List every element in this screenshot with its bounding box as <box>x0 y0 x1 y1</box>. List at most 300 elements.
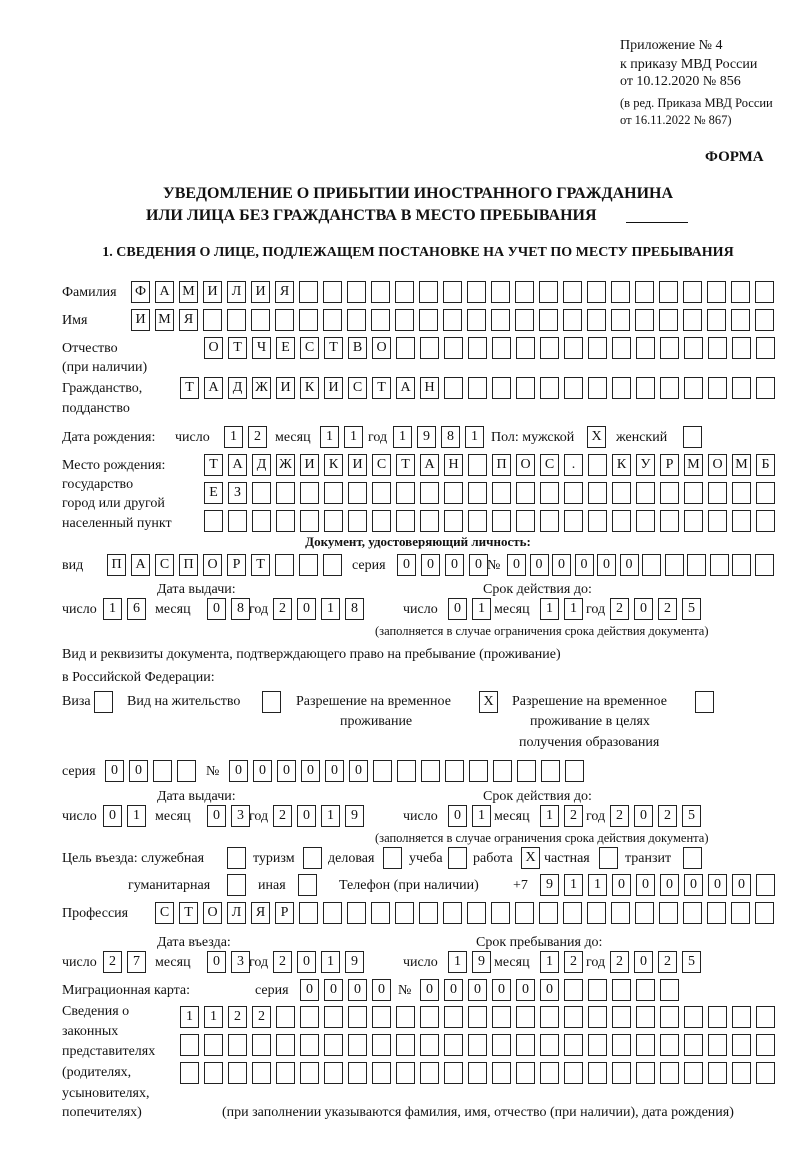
char-cell[interactable] <box>276 1006 295 1028</box>
char-cell[interactable] <box>419 281 438 303</box>
char-cell[interactable]: 0 <box>420 979 439 1001</box>
char-cell[interactable]: 2 <box>610 805 629 827</box>
char-cell[interactable]: 2 <box>658 951 677 973</box>
char-cell[interactable]: З <box>228 482 247 504</box>
purpose-transit-checkbox[interactable] <box>683 847 707 869</box>
char-cell[interactable] <box>635 309 654 331</box>
char-cell[interactable] <box>611 281 630 303</box>
char-cell[interactable]: 1 <box>540 598 559 620</box>
char-cell[interactable] <box>373 760 392 782</box>
patronymic-field[interactable] <box>204 337 780 359</box>
char-cell[interactable] <box>324 1006 343 1028</box>
char-cell[interactable]: 2 <box>103 951 122 973</box>
char-cell[interactable] <box>251 309 270 331</box>
char-cell[interactable] <box>755 902 774 924</box>
char-cell[interactable] <box>348 1034 367 1056</box>
char-cell[interactable] <box>708 377 727 399</box>
char-cell[interactable] <box>659 902 678 924</box>
char-cell[interactable]: Н <box>420 377 439 399</box>
char-cell[interactable]: 0 <box>129 760 148 782</box>
char-cell[interactable]: . <box>564 454 583 476</box>
char-cell[interactable]: Т <box>228 337 247 359</box>
char-cell[interactable] <box>492 510 511 532</box>
id-valid-day-field[interactable] <box>448 598 496 620</box>
char-cell[interactable] <box>445 760 464 782</box>
char-cell[interactable] <box>299 554 318 576</box>
char-cell[interactable] <box>324 1034 343 1056</box>
char-cell[interactable] <box>732 510 751 532</box>
char-cell[interactable] <box>732 554 751 576</box>
char-cell[interactable]: 0 <box>575 554 594 576</box>
char-cell[interactable] <box>419 902 438 924</box>
checkbox-cell[interactable] <box>303 847 322 869</box>
checkbox-cell[interactable] <box>683 426 702 448</box>
char-cell[interactable]: М <box>732 454 751 476</box>
char-cell[interactable] <box>540 337 559 359</box>
char-cell[interactable] <box>276 482 295 504</box>
char-cell[interactable] <box>564 510 583 532</box>
char-cell[interactable] <box>708 482 727 504</box>
char-cell[interactable] <box>180 1034 199 1056</box>
char-cell[interactable]: Я <box>179 309 198 331</box>
char-cell[interactable] <box>587 281 606 303</box>
char-cell[interactable] <box>563 902 582 924</box>
char-cell[interactable] <box>708 1062 727 1084</box>
char-cell[interactable] <box>684 1034 703 1056</box>
char-cell[interactable] <box>642 554 661 576</box>
char-cell[interactable]: 0 <box>301 760 320 782</box>
char-cell[interactable]: Е <box>276 337 295 359</box>
char-cell[interactable] <box>683 281 702 303</box>
char-cell[interactable]: П <box>492 454 511 476</box>
char-cell[interactable]: 0 <box>620 554 639 576</box>
char-cell[interactable] <box>732 1034 751 1056</box>
char-cell[interactable]: 0 <box>297 805 316 827</box>
char-cell[interactable]: О <box>203 902 222 924</box>
char-cell[interactable] <box>323 902 342 924</box>
char-cell[interactable] <box>468 1034 487 1056</box>
char-cell[interactable] <box>276 1062 295 1084</box>
char-cell[interactable] <box>612 510 631 532</box>
char-cell[interactable] <box>443 309 462 331</box>
char-cell[interactable] <box>756 482 775 504</box>
char-cell[interactable] <box>323 309 342 331</box>
char-cell[interactable]: И <box>131 309 150 331</box>
char-cell[interactable]: 6 <box>127 598 146 620</box>
char-cell[interactable] <box>372 1034 391 1056</box>
char-cell[interactable] <box>708 1034 727 1056</box>
char-cell[interactable]: 0 <box>684 874 703 896</box>
char-cell[interactable] <box>180 1062 199 1084</box>
char-cell[interactable] <box>563 281 582 303</box>
char-cell[interactable]: 0 <box>634 951 653 973</box>
char-cell[interactable]: 2 <box>273 598 292 620</box>
char-cell[interactable]: И <box>348 454 367 476</box>
char-cell[interactable] <box>516 377 535 399</box>
char-cell[interactable] <box>444 1006 463 1028</box>
char-cell[interactable]: С <box>155 554 174 576</box>
char-cell[interactable] <box>299 309 318 331</box>
char-cell[interactable]: К <box>612 454 631 476</box>
char-cell[interactable]: И <box>300 454 319 476</box>
char-cell[interactable] <box>564 979 583 1001</box>
char-cell[interactable] <box>683 309 702 331</box>
char-cell[interactable] <box>493 760 512 782</box>
stay-year-field[interactable] <box>610 951 706 973</box>
char-cell[interactable] <box>659 309 678 331</box>
char-cell[interactable] <box>540 1034 559 1056</box>
char-cell[interactable]: 0 <box>105 760 124 782</box>
char-cell[interactable]: 0 <box>444 979 463 1001</box>
char-cell[interactable] <box>276 510 295 532</box>
char-cell[interactable] <box>467 902 486 924</box>
char-cell[interactable]: А <box>228 454 247 476</box>
char-cell[interactable] <box>348 510 367 532</box>
char-cell[interactable] <box>660 1006 679 1028</box>
char-cell[interactable]: Т <box>324 337 343 359</box>
stay-day-field[interactable] <box>448 951 496 973</box>
char-cell[interactable]: М <box>179 281 198 303</box>
char-cell[interactable] <box>420 482 439 504</box>
char-cell[interactable] <box>636 1062 655 1084</box>
char-cell[interactable] <box>444 337 463 359</box>
checkbox-cell[interactable] <box>298 874 317 896</box>
char-cell[interactable] <box>467 309 486 331</box>
char-cell[interactable] <box>228 510 247 532</box>
char-cell[interactable] <box>492 482 511 504</box>
char-cell[interactable]: 0 <box>207 805 226 827</box>
char-cell[interactable]: Т <box>372 377 391 399</box>
char-cell[interactable] <box>252 1034 271 1056</box>
char-cell[interactable] <box>299 281 318 303</box>
char-cell[interactable]: 0 <box>634 805 653 827</box>
char-cell[interactable]: Я <box>251 902 270 924</box>
char-cell[interactable] <box>372 510 391 532</box>
char-cell[interactable] <box>323 281 342 303</box>
char-cell[interactable] <box>491 309 510 331</box>
char-cell[interactable] <box>612 1034 631 1056</box>
char-cell[interactable]: И <box>324 377 343 399</box>
char-cell[interactable]: 1 <box>588 874 607 896</box>
char-cell[interactable]: К <box>300 377 319 399</box>
char-cell[interactable] <box>588 482 607 504</box>
char-cell[interactable]: П <box>179 554 198 576</box>
char-cell[interactable] <box>468 1062 487 1084</box>
char-cell[interactable]: С <box>540 454 559 476</box>
char-cell[interactable] <box>636 979 655 1001</box>
rep-line3[interactable] <box>180 1062 780 1084</box>
char-cell[interactable]: 0 <box>300 979 319 1001</box>
char-cell[interactable]: 1 <box>564 598 583 620</box>
char-cell[interactable] <box>756 510 775 532</box>
surname-field[interactable] <box>131 281 779 303</box>
checkbox-cell[interactable]: X <box>587 426 606 448</box>
char-cell[interactable] <box>732 377 751 399</box>
char-cell[interactable]: Б <box>756 454 775 476</box>
char-cell[interactable]: 2 <box>248 426 267 448</box>
char-cell[interactable]: 0 <box>468 979 487 1001</box>
char-cell[interactable] <box>708 1006 727 1028</box>
char-cell[interactable] <box>660 377 679 399</box>
char-cell[interactable] <box>300 1006 319 1028</box>
char-cell[interactable] <box>565 760 584 782</box>
char-cell[interactable]: Т <box>179 902 198 924</box>
char-cell[interactable] <box>732 482 751 504</box>
char-cell[interactable] <box>420 1034 439 1056</box>
char-cell[interactable]: 0 <box>448 805 467 827</box>
char-cell[interactable]: О <box>204 337 223 359</box>
char-cell[interactable] <box>469 760 488 782</box>
char-cell[interactable]: Ч <box>252 337 271 359</box>
char-cell[interactable]: 0 <box>636 874 655 896</box>
char-cell[interactable]: 9 <box>540 874 559 896</box>
char-cell[interactable] <box>588 454 607 476</box>
birth-day-field[interactable] <box>224 426 272 448</box>
char-cell[interactable] <box>396 1062 415 1084</box>
char-cell[interactable] <box>492 1006 511 1028</box>
char-cell[interactable] <box>516 337 535 359</box>
char-cell[interactable]: 0 <box>445 554 464 576</box>
char-cell[interactable]: А <box>396 377 415 399</box>
char-cell[interactable] <box>684 1062 703 1084</box>
char-cell[interactable] <box>756 874 775 896</box>
char-cell[interactable] <box>660 1034 679 1056</box>
entry-day-field[interactable] <box>103 951 151 973</box>
char-cell[interactable]: А <box>420 454 439 476</box>
rd-series-field[interactable] <box>105 760 201 782</box>
char-cell[interactable] <box>684 337 703 359</box>
purpose-other-checkbox[interactable] <box>298 874 322 896</box>
char-cell[interactable] <box>636 482 655 504</box>
char-cell[interactable]: 5 <box>682 598 701 620</box>
checkbox-cell[interactable]: X <box>479 691 498 713</box>
char-cell[interactable]: 1 <box>540 951 559 973</box>
char-cell[interactable] <box>300 510 319 532</box>
char-cell[interactable]: 0 <box>207 951 226 973</box>
char-cell[interactable] <box>372 1062 391 1084</box>
char-cell[interactable] <box>636 337 655 359</box>
char-cell[interactable] <box>491 281 510 303</box>
char-cell[interactable]: П <box>107 554 126 576</box>
char-cell[interactable]: Т <box>204 454 223 476</box>
char-cell[interactable] <box>539 902 558 924</box>
char-cell[interactable] <box>492 377 511 399</box>
char-cell[interactable] <box>516 482 535 504</box>
char-cell[interactable]: Т <box>251 554 270 576</box>
purpose-service-checkbox[interactable] <box>227 847 251 869</box>
char-cell[interactable]: 7 <box>127 951 146 973</box>
checkbox-cell[interactable] <box>227 847 246 869</box>
char-cell[interactable]: О <box>708 454 727 476</box>
char-cell[interactable] <box>563 309 582 331</box>
char-cell[interactable] <box>396 1006 415 1028</box>
char-cell[interactable]: 1 <box>224 426 243 448</box>
char-cell[interactable] <box>515 281 534 303</box>
char-cell[interactable]: 0 <box>634 598 653 620</box>
char-cell[interactable] <box>420 337 439 359</box>
char-cell[interactable]: 2 <box>564 805 583 827</box>
char-cell[interactable] <box>540 1062 559 1084</box>
char-cell[interactable]: Р <box>660 454 679 476</box>
char-cell[interactable]: 1 <box>472 598 491 620</box>
char-cell[interactable] <box>515 902 534 924</box>
char-cell[interactable]: А <box>204 377 223 399</box>
char-cell[interactable]: 0 <box>348 979 367 1001</box>
char-cell[interactable]: 1 <box>564 874 583 896</box>
char-cell[interactable] <box>756 1062 775 1084</box>
char-cell[interactable] <box>636 1034 655 1056</box>
char-cell[interactable] <box>756 1034 775 1056</box>
entry-year-field[interactable] <box>273 951 369 973</box>
char-cell[interactable]: Е <box>204 482 223 504</box>
char-cell[interactable] <box>395 902 414 924</box>
char-cell[interactable]: 0 <box>507 554 526 576</box>
char-cell[interactable]: 2 <box>658 598 677 620</box>
char-cell[interactable]: Л <box>227 281 246 303</box>
char-cell[interactable] <box>710 554 729 576</box>
id-issue-year-field[interactable] <box>273 598 369 620</box>
char-cell[interactable] <box>516 1034 535 1056</box>
char-cell[interactable] <box>683 902 702 924</box>
char-cell[interactable] <box>755 554 774 576</box>
birth-year-field[interactable] <box>393 426 489 448</box>
char-cell[interactable]: 0 <box>552 554 571 576</box>
char-cell[interactable] <box>684 377 703 399</box>
char-cell[interactable] <box>468 482 487 504</box>
checkbox-cell[interactable] <box>599 847 618 869</box>
char-cell[interactable] <box>204 510 223 532</box>
char-cell[interactable]: У <box>636 454 655 476</box>
checkbox-cell[interactable] <box>695 691 714 713</box>
char-cell[interactable]: 0 <box>253 760 272 782</box>
char-cell[interactable] <box>420 1062 439 1084</box>
char-cell[interactable]: С <box>155 902 174 924</box>
char-cell[interactable]: 8 <box>441 426 460 448</box>
char-cell[interactable]: 0 <box>207 598 226 620</box>
char-cell[interactable] <box>324 510 343 532</box>
char-cell[interactable] <box>687 554 706 576</box>
char-cell[interactable] <box>468 377 487 399</box>
char-cell[interactable] <box>347 309 366 331</box>
char-cell[interactable] <box>347 902 366 924</box>
char-cell[interactable] <box>371 309 390 331</box>
char-cell[interactable] <box>731 281 750 303</box>
char-cell[interactable] <box>491 902 510 924</box>
char-cell[interactable]: И <box>251 281 270 303</box>
char-cell[interactable] <box>324 482 343 504</box>
checkbox-cell[interactable] <box>383 847 402 869</box>
char-cell[interactable] <box>587 902 606 924</box>
char-cell[interactable]: 1 <box>103 598 122 620</box>
char-cell[interactable]: Р <box>275 902 294 924</box>
char-cell[interactable] <box>684 482 703 504</box>
char-cell[interactable] <box>395 281 414 303</box>
char-cell[interactable]: Р <box>227 554 246 576</box>
char-cell[interactable] <box>612 1062 631 1084</box>
char-cell[interactable] <box>444 377 463 399</box>
char-cell[interactable] <box>204 1062 223 1084</box>
char-cell[interactable]: 9 <box>472 951 491 973</box>
char-cell[interactable] <box>755 309 774 331</box>
char-cell[interactable] <box>443 902 462 924</box>
char-cell[interactable] <box>516 510 535 532</box>
char-cell[interactable]: 0 <box>708 874 727 896</box>
char-cell[interactable] <box>299 902 318 924</box>
char-cell[interactable] <box>252 482 271 504</box>
char-cell[interactable]: 1 <box>180 1006 199 1028</box>
char-cell[interactable] <box>444 482 463 504</box>
char-cell[interactable] <box>731 309 750 331</box>
char-cell[interactable] <box>612 482 631 504</box>
birth-place-line3[interactable] <box>204 510 780 532</box>
char-cell[interactable] <box>396 482 415 504</box>
char-cell[interactable]: К <box>324 454 343 476</box>
char-cell[interactable] <box>467 281 486 303</box>
char-cell[interactable] <box>492 337 511 359</box>
char-cell[interactable] <box>540 510 559 532</box>
char-cell[interactable] <box>636 510 655 532</box>
char-cell[interactable]: 0 <box>297 598 316 620</box>
char-cell[interactable] <box>588 979 607 1001</box>
char-cell[interactable]: 1 <box>393 426 412 448</box>
char-cell[interactable] <box>468 337 487 359</box>
char-cell[interactable] <box>420 1006 439 1028</box>
char-cell[interactable] <box>517 760 536 782</box>
char-cell[interactable] <box>324 1062 343 1084</box>
char-cell[interactable]: 0 <box>448 598 467 620</box>
id-issue-month-field[interactable] <box>207 598 255 620</box>
birth-place-line1[interactable] <box>204 454 780 476</box>
char-cell[interactable]: Д <box>228 377 247 399</box>
purpose-tourism-checkbox[interactable] <box>303 847 327 869</box>
place-type-blank[interactable] <box>626 222 688 223</box>
char-cell[interactable]: 9 <box>345 951 364 973</box>
char-cell[interactable] <box>707 281 726 303</box>
char-cell[interactable]: 0 <box>660 874 679 896</box>
char-cell[interactable] <box>564 1006 583 1028</box>
char-cell[interactable]: 0 <box>421 554 440 576</box>
char-cell[interactable] <box>635 902 654 924</box>
char-cell[interactable]: 2 <box>658 805 677 827</box>
char-cell[interactable] <box>444 1062 463 1084</box>
char-cell[interactable] <box>540 377 559 399</box>
char-cell[interactable]: А <box>131 554 150 576</box>
char-cell[interactable]: Т <box>180 377 199 399</box>
sex-female-checkbox[interactable] <box>683 426 707 448</box>
char-cell[interactable]: Т <box>396 454 415 476</box>
char-cell[interactable]: 9 <box>417 426 436 448</box>
char-cell[interactable]: О <box>203 554 222 576</box>
char-cell[interactable] <box>396 510 415 532</box>
char-cell[interactable]: 1 <box>320 426 339 448</box>
sex-male-checkbox[interactable] <box>587 426 611 448</box>
char-cell[interactable]: 1 <box>540 805 559 827</box>
rep-line1[interactable] <box>180 1006 780 1028</box>
char-cell[interactable] <box>755 281 774 303</box>
char-cell[interactable]: 0 <box>540 979 559 1001</box>
char-cell[interactable] <box>732 337 751 359</box>
char-cell[interactable]: Я <box>275 281 294 303</box>
char-cell[interactable] <box>396 1034 415 1056</box>
char-cell[interactable] <box>540 1006 559 1028</box>
char-cell[interactable]: 1 <box>344 426 363 448</box>
char-cell[interactable] <box>300 1034 319 1056</box>
char-cell[interactable] <box>708 337 727 359</box>
char-cell[interactable]: 3 <box>231 805 250 827</box>
char-cell[interactable] <box>347 281 366 303</box>
char-cell[interactable] <box>421 760 440 782</box>
char-cell[interactable]: 5 <box>682 951 701 973</box>
